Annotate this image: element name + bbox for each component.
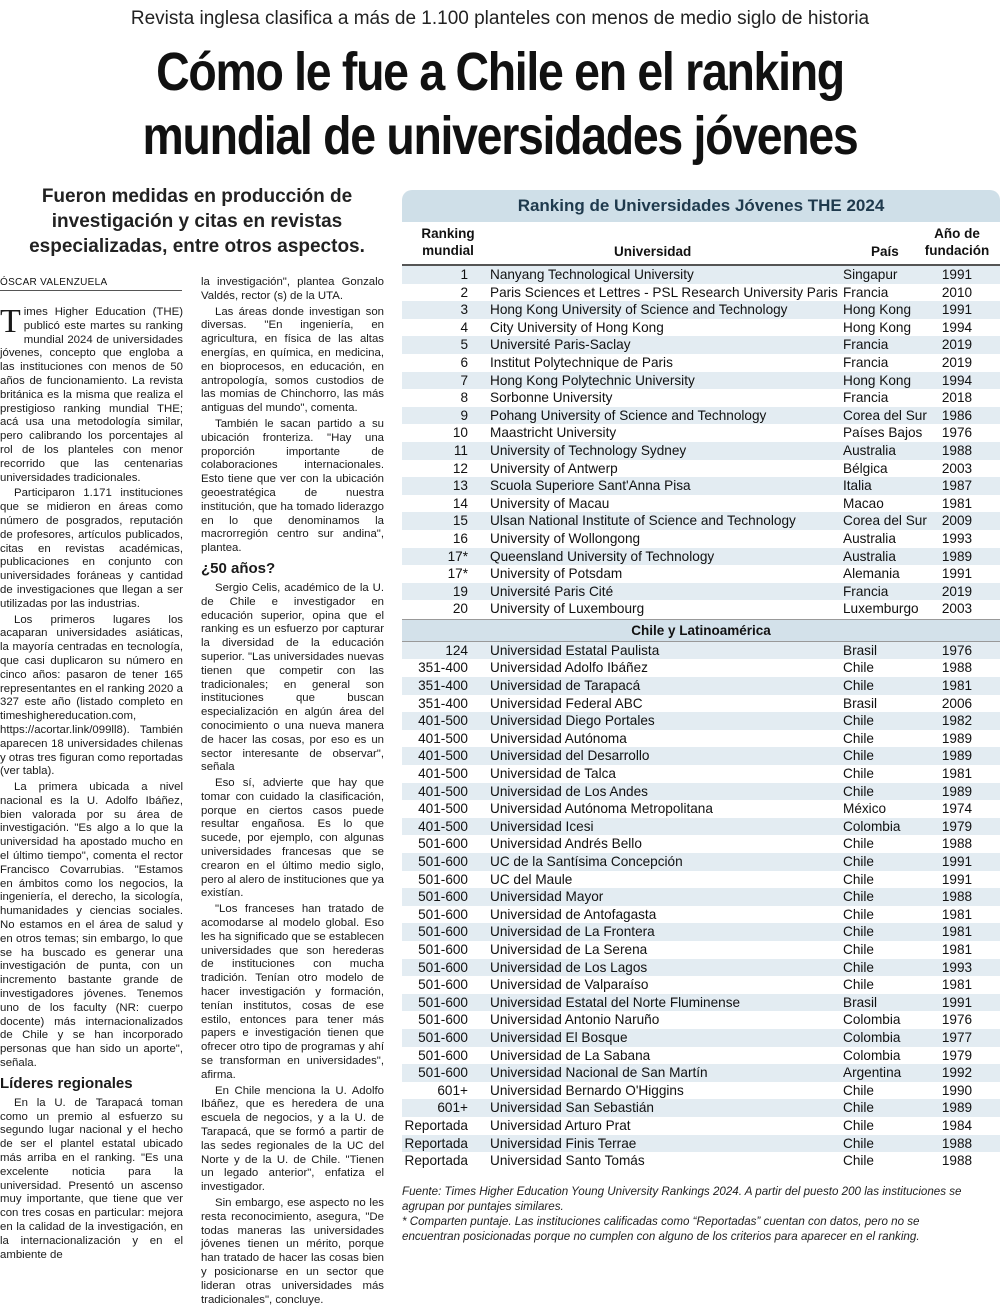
university-cell: Nanyang Technological University [490,267,694,282]
country-cell: Colombia [843,1029,901,1045]
paragraph: Sergio Celis, académico de la U. de Chile e investigador en educación superior, opina que el ranking es un esfuerzo por capturar la diversidad de la educación superior. "Las universidades nuevas tienen que competir con las tradicionales; en general son instituciones que buscan especialización en algún área del conocimiento o una nueva manera de hacer las cosas, por eso es un sector interesante de observar", señala [201,581,384,774]
table-row [402,888,1000,906]
university-cell: Universidad Icesi [490,818,594,834]
section-latam: Chile y Latinoamérica [402,619,1000,642]
year-cell: 2010 [941,284,973,300]
header-country: País [871,244,899,259]
paragraph: la investigación", plantea Gonzalo Valdés, rector (s) de la UTA. [201,276,384,302]
rank-cell: 351-400 [418,695,468,711]
rank-cell: 17* [447,548,468,564]
country-cell: Chile [843,889,874,905]
country-cell: Chile [843,977,874,993]
year-cell: 1981 [941,977,973,993]
table-row [402,941,1000,959]
country-cell: Italia [843,478,872,494]
country-cell: Chile [843,1153,874,1169]
country-cell: Chile [843,1117,874,1133]
university-cell: Universidad Santo Tomás [490,1153,645,1169]
dropcap: T [0,303,21,340]
table-row [402,565,1000,583]
country-cell: Francia [843,354,889,370]
country-cell: Chile [843,871,874,887]
university-cell: Universidad Nacional de San Martín [490,1065,708,1081]
rank-cell: 501-600 [418,836,468,852]
table-row [402,442,1000,460]
rank-cell: 5 [460,337,468,353]
country-cell: Macao [843,495,884,511]
year-cell: 1990 [941,1082,973,1098]
rank-cell: 20 [452,601,468,617]
rank-cell: 501-600 [418,871,468,887]
year-cell: 1991 [941,302,973,318]
rank-cell: 401-500 [418,818,468,834]
university-cell: Universidad de La Frontera [490,924,655,940]
year-cell: 1993 [941,959,973,975]
year-cell: 1988 [941,889,973,905]
paragraph: En Chile menciona la U. Adolfo Ibáñez, que es heredera de una escuela de negocios, y a la U. de Tarapacá, que se formó a partir de las sedes regionales de la UC del Norte y de la U. de Chile. "Tienen un legado anterior", enfatiza el investigador. [201,1084,384,1194]
header-year: Año de fundación [924,226,990,258]
country-cell: Singapur [843,267,898,282]
university-cell: Universidad de Los Lagos [490,959,648,975]
table-row [402,389,1000,407]
country-cell: Hong Kong [843,319,912,335]
table-row [402,906,1000,924]
year-cell: 1974 [941,801,973,817]
university-cell: Universidad de Antofagasta [490,906,657,922]
university-cell: Université Paris-Saclay [490,337,631,353]
university-cell: Universidad de Los Andes [490,783,648,799]
country-cell: Luxemburgo [843,601,919,617]
year-cell: 2006 [941,695,973,711]
rank-cell: 401-500 [418,783,468,799]
country-cell: Argentina [843,1065,902,1081]
year-cell: 1989 [941,730,973,746]
rank-cell: 501-600 [418,854,468,869]
country-cell: Chile [843,660,874,676]
paragraph: En la U. de Tarapacá toman como un premio al esfuerzo su segundo lugar nacional y el hecho de ser el plantel estatal ubicado más arriba en el ranking. "Es una excelente noticia para la universidad. Presentó un ascenso muy importante, que tiene que ver con tres cosas en particular: mejora en la calidad de la investigación, en la internacionalización y en el ambiente de [0,1096,183,1261]
year-cell: 1981 [941,766,973,782]
country-cell: Francia [843,583,889,599]
table-row [402,677,1000,695]
table-row [402,1047,1000,1065]
year-cell: 1976 [941,425,973,441]
paragraph: También le sacan partido a su ubicación fronteriza. "Hay una proporción importante de colaboraciones internacionales. Esto tiene que ver con la ubicación geoestratégica de nuestra institución, que ha tomado liderazgo en lo que denominamos la macrorregión centro sur andina", plantea. [201,417,384,555]
university-cell: Pohang University of Science and Technology [490,407,767,423]
rank-cell: 401-500 [418,730,468,746]
rank-cell: 501-600 [418,994,468,1010]
year-cell: 2018 [941,390,973,406]
headline [70,40,930,168]
year-cell: 1981 [941,924,973,940]
rank-cell: 401-500 [418,801,468,817]
rank-cell: 124 [445,642,468,658]
section-heading: ¿50 años? [201,559,276,577]
university-cell: Universidad del Desarrollo [490,748,650,764]
table-row [402,548,1000,566]
rank-cell: Reportada [404,1135,468,1151]
university-cell: Hong Kong Polytechnic University [490,372,695,388]
year-cell: 1981 [941,941,973,957]
rank-cell: 601+ [437,1100,468,1116]
year-cell: 1982 [941,713,973,729]
country-cell: Francia [843,284,889,300]
country-cell: Países Bajos [843,425,923,441]
university-cell: City University of Hong Kong [490,319,664,335]
ranking-table [402,190,1000,1170]
table-row [402,600,1000,618]
rank-cell: 501-600 [418,1065,468,1081]
year-cell: 1984 [941,1117,973,1133]
table-row [402,695,1000,713]
year-cell: 1992 [941,1065,973,1081]
rank-cell: 10 [452,425,468,441]
country-cell: Australia [843,442,896,458]
country-cell: Australia [843,530,896,546]
country-cell: Chile [843,678,874,694]
table-footnote [402,1184,972,1244]
country-cell: Chile [843,1082,874,1098]
rank-cell: 401-500 [418,766,468,782]
university-cell: Universidad Diego Portales [490,713,655,729]
paragraph: Times Higher Education (THE) publicó este martes su ranking mundial 2024 de universidades jóvenes, concepto que engloba a las instituciones con menos de 50 años de funcionamiento. La revista británica es la misma que realiza el prestigioso ranking mundial THE; acá usa una metodología similar, pero calibrando los porcentajes al rol de los planteles con menor recorrido que las centenarias universidades tradicionales. [0,303,183,484]
table-title: Ranking de Universidades Jóvenes THE 2024 [402,190,1000,222]
table-row [402,1135,1000,1153]
country-cell: Chile [843,836,874,852]
rank-cell: 501-600 [418,941,468,957]
university-cell: Universidad Autónoma Metropolitana [490,801,713,817]
country-cell: Colombia [843,1012,901,1028]
table-row [402,477,1000,495]
year-cell: 1991 [941,871,973,887]
article-column-1 [0,303,183,1261]
year-cell: 1989 [941,1100,973,1116]
country-cell: Chile [843,854,874,869]
table-row [402,642,1000,660]
table-row [402,1064,1000,1082]
rank-cell: Reportada [404,1153,468,1169]
university-cell: Universidad de Tarapacá [490,678,641,694]
table-row [402,659,1000,677]
rank-cell: 4 [460,319,468,335]
table-row [402,959,1000,977]
paragraph: Sin embargo, ese aspecto no les resta reconocimiento, asegura, "De todas maneras las universidades jóvenes tienen un mérito, porque han tratado de hacer las cosas bien y posicionarse en un sector que lideran otras universidades más tradicionales", concluye. [201,1197,384,1306]
paragraph: Eso sí, advierte que hay que tomar con cuidado la clasificación, porque en ciertos casos puede resultar engañosa. Es lo que sucede, por ejemplo, con algunas universidades francesas que se crearon en el último medio siglo, pero al alero de instituciones que ya existían. [201,777,384,900]
university-cell: UC de la Santísima Concepción [490,854,683,869]
year-cell: 1988 [941,1135,973,1151]
university-cell: Universidad Bernardo O'Higgins [490,1082,684,1098]
table-row [402,783,1000,801]
rank-cell: 401-500 [418,748,468,764]
country-cell: Brasil [843,695,877,711]
university-cell: Universidad El Bosque [490,1029,628,1045]
rank-cell: 501-600 [418,889,468,905]
university-cell: Queensland University of Technology [490,548,715,564]
country-cell: Colombia [843,1047,901,1063]
year-cell: 1981 [941,906,973,922]
year-cell: 2019 [941,354,973,370]
year-cell: 1989 [941,748,973,764]
year-cell: 1989 [941,783,973,799]
paragraph: Los primeros lugares los acaparan universidades asiáticas, la mayoría centradas en tecnología, que casi duplicaron su número en cinco años: pasaron de tener 165 representantes en el ranking 2020 a 327 este año (listado completo en timeshighereducation.com, https://acortar.link/099ll8). También aparecen 18 universidades chilenas y otras tres figuran como reportadas (ver tabla). [0,613,183,778]
country-cell: Hong Kong [843,372,912,388]
year-cell: 1994 [941,372,973,388]
year-cell: 1976 [941,642,973,658]
country-cell: Chile [843,924,874,940]
year-cell: 1988 [941,660,973,676]
rank-cell: 601+ [437,1082,468,1098]
table-row [402,583,1000,601]
headline-line-2: mundial de universidades jóvenes [142,106,858,166]
table-row [402,1099,1000,1117]
rank-cell: 15 [452,513,468,529]
kicker: Revista inglesa clasifica a más de 1.100 planteles con menos de medio siglo de historia [130,8,870,29]
rank-cell: 501-600 [418,1012,468,1028]
country-cell: Chile [843,766,874,782]
year-cell: 2019 [941,583,973,599]
table-row [402,871,1000,889]
country-cell: Chile [843,1100,874,1116]
year-cell: 1988 [941,442,973,458]
rank-cell: 12 [452,460,468,476]
country-cell: Chile [843,748,874,764]
country-cell: Brasil [843,994,877,1010]
country-cell: Australia [843,548,896,564]
year-cell: 1986 [941,407,973,423]
header-rank: Ranking mundial [421,226,475,258]
university-cell: University of Potsdam [490,566,623,582]
country-cell: Chile [843,713,874,729]
table-row [402,747,1000,765]
university-cell: University of Antwerp [490,460,618,476]
rank-cell: 7 [460,372,468,388]
table-row [402,712,1000,730]
university-cell: Universidad Estatal Paulista [490,642,660,658]
table-row [402,835,1000,853]
rank-cell: 2 [460,284,468,300]
country-cell: Corea del Sur [843,407,927,423]
rank-cell: 14 [452,495,468,511]
rank-cell: 501-600 [418,924,468,940]
year-cell: 1988 [941,836,973,852]
article-column-2 [201,276,385,1306]
table-row [402,765,1000,783]
rank-cell: 351-400 [418,678,468,694]
country-cell: Chile [843,941,874,957]
year-cell: 1991 [941,994,973,1010]
paragraph: La primera ubicada a nivel nacional es la U. Adolfo Ibáñez, bien valorada por su área de investigación. "Es algo a lo que la universidad ha apostado mucho en el último tiempo", comenta el rector Francisco Covarrubias. "Estamos en ámbitos como los negocios, la ingeniería, el derecho, la sicología, humanidades y ciencias sociales. No estamos en el área de salud y en otros temas; sin embargo, lo que se ha buscado es generar una investigación de punta, con un incremento bastante grande de investigadores jóvenes. Tenemos uno de los faculty (NR: cuerpo docente) más internacionalizados de Chile y se han incorporado personas que han sido un aporte", señala. [0,781,183,1070]
year-cell: 1991 [941,267,973,282]
university-cell: Universidad Andrés Bello [490,836,642,852]
rank-cell: Reportada [404,1117,468,1133]
university-cell: Universidad Mayor [490,889,604,905]
rank-cell: 17* [447,566,468,582]
byline: ÓSCAR VALENZUELA [0,277,182,291]
country-cell: Hong Kong [843,302,912,318]
table-row [402,284,1000,302]
year-cell: 1987 [941,478,973,494]
rank-cell: 501-600 [418,1029,468,1045]
university-cell: Maastricht University [490,425,617,441]
headline-line-1: Cómo le fue a Chile en el ranking [156,42,844,102]
rank-cell: 16 [452,530,468,546]
university-cell: Hong Kong University of Science and Technology [490,302,788,318]
rank-cell: 501-600 [418,906,468,922]
table-row [402,266,1000,284]
rank-cell: 1 [460,267,468,282]
year-cell: 1976 [941,1012,973,1028]
university-cell: Universidad Arturo Prat [490,1117,631,1133]
country-cell: Francia [843,390,889,406]
table-row [402,730,1000,748]
year-cell: 2009 [941,513,973,529]
world-ranking-rows [402,266,1000,618]
country-cell: Brasil [843,642,877,658]
footnote-note: * Comparten puntaje. Las instituciones calificadas como “Reportadas” cuentan con datos, pero no se encuentran posicionadas porque no cumplen con alguno de los criterios para aparecer en el ranking. [402,1215,920,1243]
country-cell: Chile [843,906,874,922]
rank-cell: 6 [460,354,468,370]
footnote-source: Fuente: Times Higher Education Young University Rankings 2024. A partir del puesto 200 las instituciones se agrupan por puntajes similares. [402,1185,962,1213]
year-cell: 1988 [941,1153,973,1169]
university-cell: UC del Maule [490,871,573,887]
table-row [402,372,1000,390]
university-cell: Scuola Superiore Sant'Anna Pisa [490,478,691,494]
subhead: Fueron medidas en producción de investigación y citas en revistas especializadas, entre otros aspectos. [29,186,365,257]
university-cell: Universidad Adolfo Ibáñez [490,660,648,676]
rank-cell: 501-600 [418,959,468,975]
table-row [402,1029,1000,1047]
table-row [402,818,1000,836]
table-row [402,424,1000,442]
table-row [402,994,1000,1012]
year-cell: 1977 [941,1029,973,1045]
country-cell: Colombia [843,818,901,834]
country-cell: Alemania [843,566,900,582]
rank-cell: 8 [460,390,468,406]
table-row [402,1082,1000,1100]
table-row [402,976,1000,994]
rank-cell: 3 [460,302,468,318]
year-cell: 2003 [941,601,973,617]
university-cell: Ulsan National Institute of Science and Technology [490,513,796,529]
university-cell: Universidad de La Sabana [490,1047,651,1063]
university-cell: Universidad Estatal del Norte Fluminense [490,994,741,1010]
rank-cell: 19 [452,583,468,599]
university-cell: Université Paris Cité [490,583,614,599]
country-cell: Chile [843,959,874,975]
year-cell: 1981 [941,495,973,511]
university-cell: Universidad de La Serena [490,941,648,957]
year-cell: 1994 [941,319,973,335]
table-row [402,1117,1000,1135]
paragraph: "Los franceses han tratado de acomodarse al modelo global. Eso les ha significado que se establecen universidades que son herederas de instituciones con mucha tradición. Tenían otro modelo de hacer investigación y formación, tenían institutos, cosas de ese estilo, entonces para tener más papers e investigación tienen que ofrecer otro tipo de programas y ahí se transforman en universidades", afirma. [201,903,385,1081]
country-cell: Chile [843,730,874,746]
university-cell: Paris Sciences et Lettres - PSL Research University Paris [490,284,838,300]
rank-cell: 11 [453,442,468,458]
year-cell: 1991 [941,566,973,582]
table-row [402,301,1000,319]
table-row [402,800,1000,818]
country-cell: Chile [843,1135,874,1151]
university-cell: Universidad Autónoma [490,730,627,746]
university-cell: University of Technology Sydney [490,442,687,458]
country-cell: Bélgica [843,460,888,476]
country-cell: Corea del Sur [843,513,927,529]
table-row [402,512,1000,530]
university-cell: Universidad San Sebastián [490,1100,654,1116]
year-cell: 1979 [941,1047,973,1063]
table-row [402,923,1000,941]
table-row [402,853,1000,871]
section-heading: Líderes regionales [0,1074,133,1092]
table-row [402,460,1000,478]
rank-cell: 351-400 [418,660,468,676]
university-cell: Universidad Federal ABC [490,695,643,711]
header-university: Universidad [614,244,692,259]
university-cell: University of Luxembourg [490,601,645,617]
year-cell: 1979 [941,818,973,834]
year-cell: 1989 [941,548,973,564]
paragraph: Participaron 1.171 instituciones que se midieron en áreas como número de posgrados, reputación de profesores, artículos publicados, citas en revistas académicas, publicaciones en conjunto con universidades foráneas y cantidad de investigaciones que llegan a ser utilizadas por las industrias. [0,487,183,610]
table-row [402,319,1000,337]
table-row [402,407,1000,425]
rank-cell: 501-600 [418,1047,468,1063]
year-cell: 2003 [941,460,973,476]
year-cell: 1981 [941,678,973,694]
paragraph: Las áreas donde investigan son diversas. "En ingeniería, en agricultura, en física de las altas energías, en química, en medicina, en bioprocesos, en educación, en antropología, somos custodios de las momias de Chinchorro, las más antiguas del mundo", comenta. [201,305,384,415]
table-row [402,1152,1000,1170]
rank-cell: 13 [452,478,468,494]
university-cell: Universidad de Talca [490,766,616,782]
country-cell: México [843,801,887,817]
country-cell: Chile [843,783,874,799]
university-cell: Institut Polytechnique de Paris [490,354,673,370]
year-cell: 1993 [941,530,973,546]
table-row [402,530,1000,548]
table-row [402,495,1000,513]
table-row [402,354,1000,372]
rank-cell: 501-600 [418,977,468,993]
university-cell: Universidad Finis Terrae [490,1135,637,1151]
table-header [402,222,1000,266]
country-cell: Francia [843,337,889,353]
table-row [402,336,1000,354]
table-row [402,1011,1000,1029]
year-cell: 2019 [941,337,973,353]
university-cell: Sorbonne University [490,390,613,406]
rank-cell: 9 [460,407,468,423]
university-cell: University of Macau [490,495,610,511]
university-cell: University of Wollongong [490,530,641,546]
rank-cell: 401-500 [418,713,468,729]
university-cell: Universidad Antonio Naruño [490,1012,660,1028]
latam-ranking-rows [402,642,1000,1170]
year-cell: 1991 [941,854,973,869]
university-cell: Universidad de Valparaíso [490,977,649,993]
